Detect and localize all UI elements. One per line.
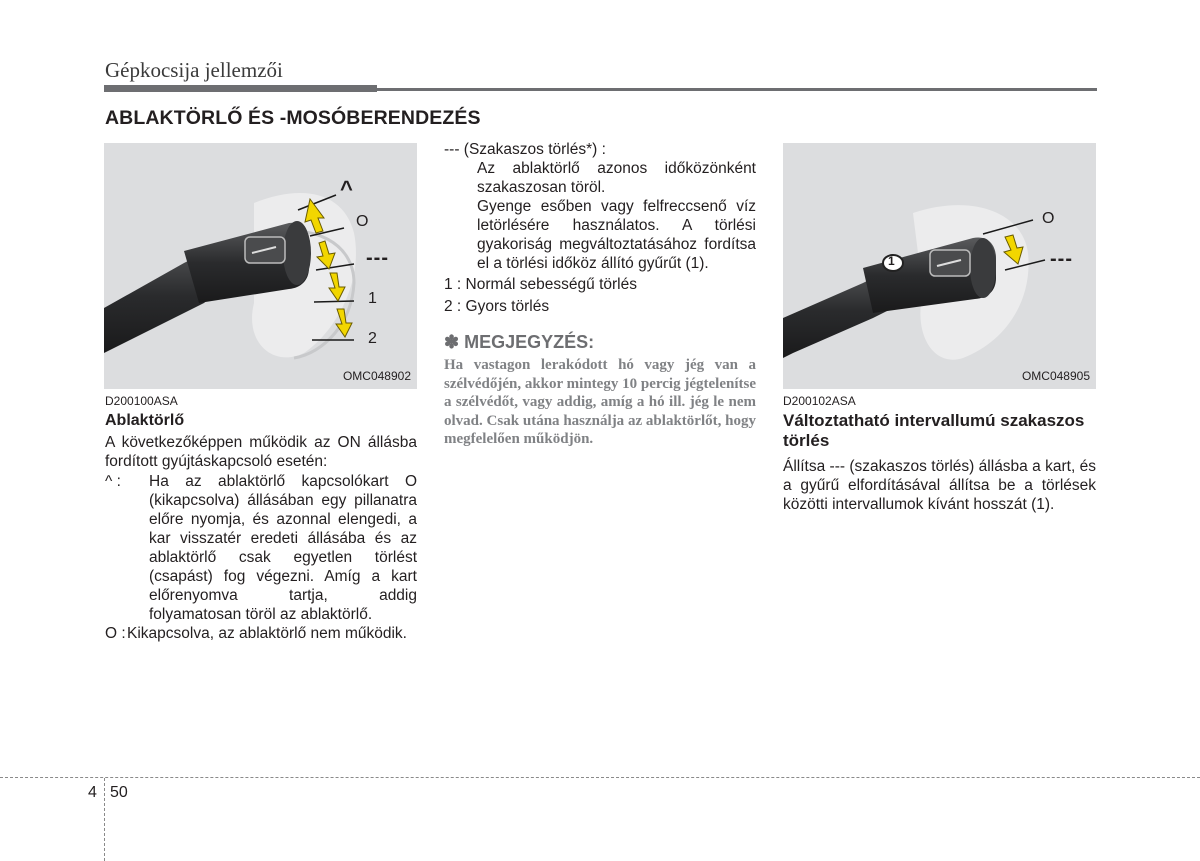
figure-code: OMC048902 [342,369,411,383]
figure-code: OMC048905 [1021,369,1090,383]
intermittent-label: --- (Szakaszos törlés*) : [444,141,606,158]
low-speed-item: 1 : Normál sebességű törlés [444,276,637,293]
column-intermittent [444,140,756,449]
low-speed-label: 1 [368,290,377,307]
intermittent-text-1: Az ablaktörlő azonos időközönként szakaszosan töröl. [477,160,756,196]
page-heading: ABLAKTÖRLŐ ÉS -MOSÓBERENDEZÉS [105,107,481,129]
header-rule [377,88,1097,91]
chapter-number: 4 [88,784,97,801]
page-number: 50 [110,784,128,801]
mist-description: Ha az ablaktörlő kapcsolókart O (kikapcsolva) állásában egy pillanatra előre nyomja, és azonnal elengedi, a kar visszatér eredeti állásába és az ablaktörlő csak egyetlen törlést (csapást) fog végezni. Amíg a kart előrenyomva tartja, addig folyamatosan töröl az ablaktörlő. [149,473,417,623]
interval-ring-callout: 1 [888,254,895,268]
high-speed-label: 2 [368,330,377,347]
note-title: ✽ MEGJEGYZÉS: [444,332,595,352]
reference-code: D200102ASA [783,394,856,408]
instruction-paragraph: Állítsa --- (szakaszos törlés) állásba a kart, és a gyűrű elfordításával állítsa be a törlések közötti intervallumok kívánt hosszát (1). [783,458,1096,513]
footer-rule [0,777,1200,778]
mist-key: ^ : [105,473,121,490]
subsection-title: Ablaktörlő [105,412,185,429]
subsection-title: Változtatható intervallumú szakaszos törlés [783,411,1085,450]
intermittent-position-label: --- [1050,248,1073,270]
off-description: Kikapcsolva, az ablaktörlő nem működik. [127,625,407,642]
off-key: O : [105,625,126,642]
interval-ring-illustration [783,143,1096,389]
off-position-label: O [356,213,369,230]
footer-divider [104,778,105,861]
intermittent-text-2: Gyenge esőben vagy felfreccsenő víz letörlésére használatos. A törlési gyakoriság megváltoztatásához fordítsa el a törlési időköz állító gyűrűt (1). [477,198,756,272]
list-item [105,472,417,624]
section-title: Gépkocsija jellemzői [105,58,283,82]
note-text: Ha vastagon lerakódott hó vagy jég van a szélvédőjén, akkor mintegy 10 percig jégtelenítse a szélvédőt, vagy addig, amíg a hó ill. jég le nem olvad. Csak utána használja az ablaktörlőt, hogy megfelelően működjön. [444,357,756,447]
off-position-label: O [1042,210,1055,227]
high-speed-item: 2 : Gyors törlés [444,298,550,315]
column-wiper [105,394,417,643]
mist-position-label: ^ [340,176,353,201]
header-bar [104,85,377,92]
intermittent-position-label: --- [366,247,389,269]
wiper-lever-illustration [104,143,417,389]
reference-code: D200100ASA [105,394,178,408]
column-variable-interval [783,394,1096,514]
intro-paragraph: A következőképpen működik az ON állásba fordított gyújtáskapcsoló esetén: [105,434,417,470]
list-item [105,624,417,643]
